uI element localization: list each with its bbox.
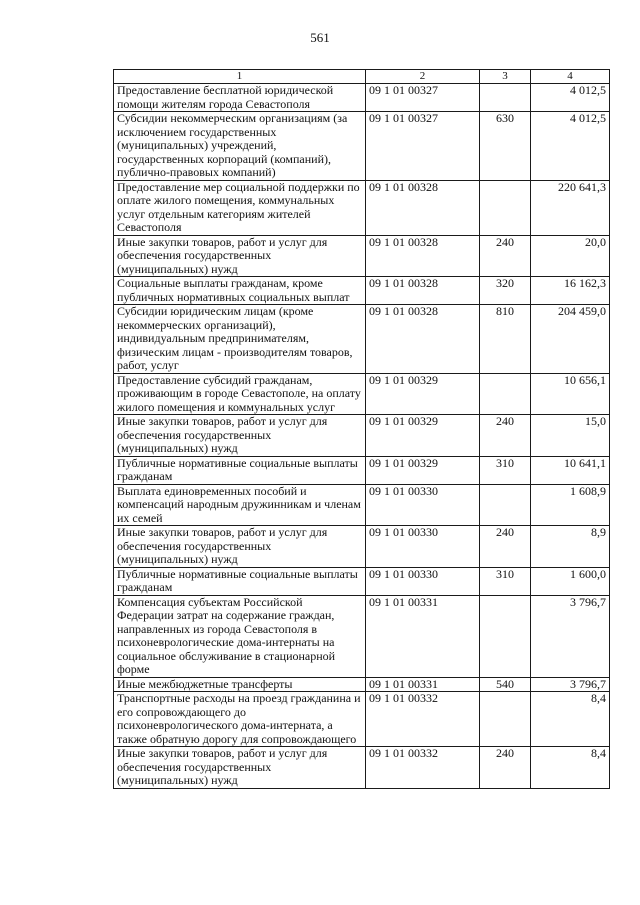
row-type: 540	[480, 677, 531, 692]
table-row	[114, 112, 610, 181]
row-amount: 1 608,9	[531, 484, 610, 526]
row-name: Компенсация субъектам Российской Федерации затрат на содержание граждан, направленных из города Севастополя в психоневрологические дома-интернаты на социальное обслуживание в стационарной форме	[114, 595, 366, 677]
row-type: 810	[480, 305, 531, 374]
row-code: 09 1 01 00328	[366, 277, 480, 305]
table-header-row	[114, 70, 610, 84]
row-name: Выплата единовременных пособий и компенсаций народным дружинникам и членам их семей	[114, 484, 366, 526]
row-amount: 16 162,3	[531, 277, 610, 305]
column-header-name: 1	[114, 70, 366, 84]
table-row	[114, 180, 610, 235]
table-row	[114, 235, 610, 277]
row-amount: 4 012,5	[531, 112, 610, 181]
row-type	[480, 84, 531, 112]
table-row	[114, 747, 610, 789]
row-name: Иные межбюджетные трансферты	[114, 677, 366, 692]
row-name: Транспортные расходы на проезд гражданина и его сопровождающего до психоневрологического дома-интерната, а также обратную дорогу для сопровождающего	[114, 692, 366, 747]
row-amount: 8,4	[531, 747, 610, 789]
table-row	[114, 595, 610, 677]
row-amount: 10 641,1	[531, 456, 610, 484]
row-type: 630	[480, 112, 531, 181]
row-code: 09 1 01 00328	[366, 305, 480, 374]
row-name: Публичные нормативные социальные выплаты гражданам	[114, 567, 366, 595]
row-amount: 15,0	[531, 415, 610, 457]
row-type: 240	[480, 747, 531, 789]
table-row	[114, 526, 610, 568]
row-code: 09 1 01 00330	[366, 567, 480, 595]
row-amount: 4 012,5	[531, 84, 610, 112]
row-name: Предоставление мер социальной поддержки по оплате жилого помещения, коммунальных услуг отдельным категориям жителей Севастополя	[114, 180, 366, 235]
table-row	[114, 677, 610, 692]
table-row	[114, 277, 610, 305]
row-code: 09 1 01 00329	[366, 456, 480, 484]
row-type: 240	[480, 235, 531, 277]
table-row	[114, 567, 610, 595]
row-code: 09 1 01 00328	[366, 235, 480, 277]
row-type: 310	[480, 567, 531, 595]
row-amount: 8,4	[531, 692, 610, 747]
row-amount: 1 600,0	[531, 567, 610, 595]
row-name: Иные закупки товаров, работ и услуг для обеспечения государственных (муниципальных) нужд	[114, 415, 366, 457]
page-number: 561	[310, 30, 330, 45]
table-row	[114, 692, 610, 747]
row-name: Социальные выплаты гражданам, кроме публичных нормативных социальных выплат	[114, 277, 366, 305]
row-amount: 3 796,7	[531, 595, 610, 677]
row-type	[480, 180, 531, 235]
column-header-type: 3	[480, 70, 531, 84]
row-code: 09 1 01 00331	[366, 677, 480, 692]
row-name: Субсидии некоммерческим организациям (за исключением государственных (муниципальных) учреждений, государственных корпораций (компаний), публично-правовых компаний)	[114, 112, 366, 181]
row-amount: 220 641,3	[531, 180, 610, 235]
row-code: 09 1 01 00330	[366, 484, 480, 526]
row-type	[480, 595, 531, 677]
row-code: 09 1 01 00331	[366, 595, 480, 677]
row-amount: 3 796,7	[531, 677, 610, 692]
table-row	[114, 373, 610, 415]
row-amount: 8,9	[531, 526, 610, 568]
row-code: 09 1 01 00332	[366, 692, 480, 747]
table-row	[114, 484, 610, 526]
row-type	[480, 373, 531, 415]
row-type	[480, 484, 531, 526]
row-name: Иные закупки товаров, работ и услуг для обеспечения государственных (муниципальных) нужд	[114, 747, 366, 789]
row-code: 09 1 01 00330	[366, 526, 480, 568]
row-code: 09 1 01 00327	[366, 112, 480, 181]
row-amount: 20,0	[531, 235, 610, 277]
column-header-code: 2	[366, 70, 480, 84]
row-amount: 204 459,0	[531, 305, 610, 374]
table-row	[114, 84, 610, 112]
budget-table	[113, 69, 610, 789]
row-amount: 10 656,1	[531, 373, 610, 415]
row-code: 09 1 01 00329	[366, 373, 480, 415]
row-type: 320	[480, 277, 531, 305]
row-type: 310	[480, 456, 531, 484]
row-name: Иные закупки товаров, работ и услуг для обеспечения государственных (муниципальных) нужд	[114, 235, 366, 277]
row-name: Иные закупки товаров, работ и услуг для обеспечения государственных (муниципальных) нужд	[114, 526, 366, 568]
row-type	[480, 692, 531, 747]
row-name: Публичные нормативные социальные выплаты гражданам	[114, 456, 366, 484]
row-name: Субсидии юридическим лицам (кроме некоммерческих организаций), индивидуальным предпринимателям, физическим лицам - производителям товаров, работ, услуг	[114, 305, 366, 374]
column-header-amount: 4	[531, 70, 610, 84]
row-name: Предоставление субсидий гражданам, проживающим в городе Севастополе, на оплату жилого помещения и коммунальных услуг	[114, 373, 366, 415]
row-name: Предоставление бесплатной юридической помощи жителям города Севастополя	[114, 84, 366, 112]
table-row	[114, 456, 610, 484]
row-code: 09 1 01 00329	[366, 415, 480, 457]
table-row	[114, 305, 610, 374]
table-row	[114, 415, 610, 457]
row-type: 240	[480, 415, 531, 457]
row-code: 09 1 01 00327	[366, 84, 480, 112]
row-code: 09 1 01 00328	[366, 180, 480, 235]
row-type: 240	[480, 526, 531, 568]
row-code: 09 1 01 00332	[366, 747, 480, 789]
